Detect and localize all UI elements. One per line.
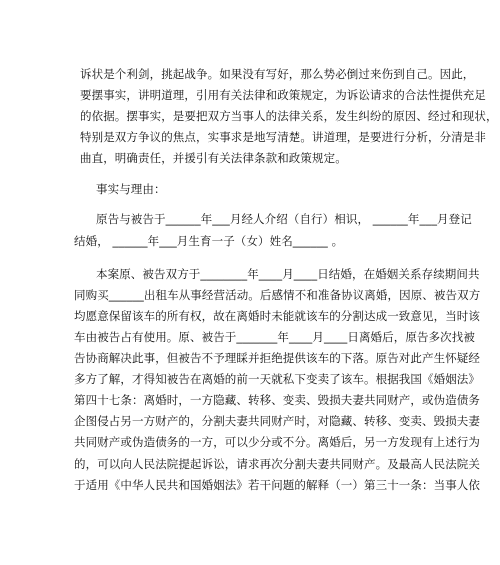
text-line: 同购买______出租车从事经营活动。后感情不和准备协议离婚，因原、被告双方 <box>74 287 481 302</box>
text-line: 共同财产或伪造债务的一方，可以少分或不分。离婚后，另一方发现有上述行为 <box>74 435 480 450</box>
text-line: 于适用《中华人民共和国婚姻法》若干问题的解释（一）第三十一条：当事人依 <box>74 477 480 492</box>
text-line: 多方了解，才得知被告在离婚的前一天就私下变卖了该车。根据我国《婚姻法》 <box>74 372 480 387</box>
paragraph-case-facts <box>74 264 481 496</box>
text-line: 结婚， ______年___月生育一子（女）姓名______ 。 <box>74 233 344 248</box>
text-line: 要摆事实，讲明道理，引用有关法律和政策规定，为诉讼请求的合法性提供充足 <box>80 88 486 103</box>
text-line: 告协商解决此事，但被告不予理睬并拒绝提供该车的下落。原告对此产生怀疑经 <box>74 351 480 366</box>
intro-paragraph <box>74 64 498 169</box>
text-line: 特别是双方争议的焦点，实事求是地写清楚。讲道理，是要进行分析，分清是非 <box>80 130 486 145</box>
paragraph-marriage-info <box>74 209 472 251</box>
document-body <box>74 64 498 496</box>
text-line: 曲直，明确责任，并援引有关法律条款和政策规定。 <box>80 151 347 166</box>
text-line: 的依据。摆事实，是要把双方当事人的法律关系，发生纠纷的原因、经过和现状， <box>80 109 498 124</box>
text-line: 的，可以向人民法院提起诉讼，请求再次分割夫妻共同财产。及最高人民法院关 <box>74 456 480 471</box>
text-line: 第四十七条：离婚时，一方隐藏、转移、变卖、毁损夫妻共同财产，或伪造债务 <box>74 393 480 408</box>
text-line: 原告与被告于______年___月经人介绍（自行）相识， ______年___月登记 <box>96 212 472 227</box>
text-line: 车由被告占有使用。原、被告于_______年____月____日离婚后，原告多次找被 <box>74 329 475 344</box>
text-line: 本案原、被告双方于________年____月____日结婚，在婚姻关系存续期间共 <box>96 266 480 281</box>
text-line: 均愿意保留该车的所有权，故在离婚时未能就该车的分割达成一致意见，当时该 <box>74 308 480 323</box>
text-line: 企图侵占另一方财产的，分割夫妻共同财产时，对隐藏、转移、变卖、毁损夫妻 <box>74 414 480 429</box>
text-line: 诉状是个利剑，挑起战争。如果没有写好，那么势必倒过来伤到自己。因此， <box>80 67 475 81</box>
section-heading: 事实与理由： <box>96 182 166 197</box>
